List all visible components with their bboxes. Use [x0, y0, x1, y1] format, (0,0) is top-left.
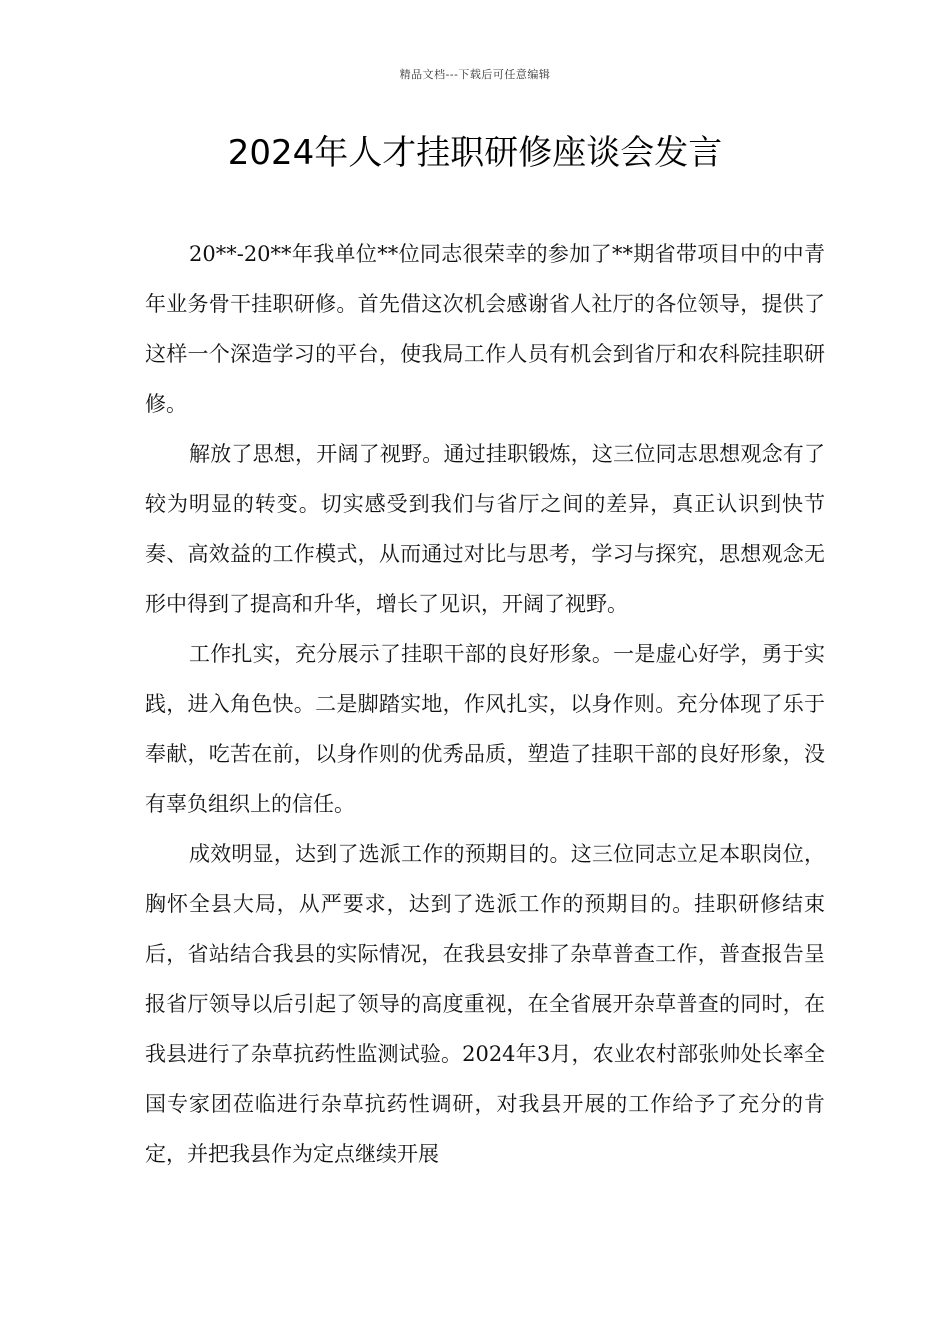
paragraph-intro: 20**-20**年我单位**位同志很荣幸的参加了**期省带项目中的中青年业务骨干挂职研修。首先借这次机会感谢省人社厅的各位领导，提供了这样一个深造学习的平台，使我局工作人员有机会到省厅和农科院挂职研修。 [145, 242, 825, 416]
paragraph-work: 工作扎实，充分展示了挂职干部的良好形象。一是虚心好学，勇于实践，进入角色快。二是脚踏实地，作风扎实，以身作则。充分体现了乐于奉献，吃苦在前，以身作则的优秀品质，塑造了挂职干部的良好形象，没有辜负组织上的信任。 [145, 642, 825, 816]
paragraph-results: 成效明显，达到了选派工作的预期目的。这三位同志立足本职岗位，胸怀全县大局，从严要求，达到了选派工作的预期目的。挂职研修结束后，省站结合我县的实际情况，在我县安排了杂草普查工作，普查报告呈报省厅领导以后引起了领导的高度重视，在全省展开杂草普查的同时，在我县进行了杂草抗药性监测试验。2024年3月，农业农村部张帅处长率全国专家团莅临进行杂草抗药性调研，对我县开展的工作给予了充分的肯定，并把我县作为定点继续开展 [145, 842, 825, 1166]
page-header: 精品文档---下载后可任意编辑 [399, 68, 551, 81]
document-title: 2024年人才挂职研修座谈会发言 [227, 133, 723, 173]
paragraph-mindset: 解放了思想，开阔了视野。通过挂职锻炼，这三位同志思想观念有了较为明显的转变。切实感受到我们与省厅之间的差异，真正认识到快节奏、高效益的工作模式，从而通过对比与思考，学习与探究，思想观念无形中得到了提高和升华，增长了见识，开阔了视野。 [145, 442, 825, 616]
document-body [145, 229, 825, 1179]
